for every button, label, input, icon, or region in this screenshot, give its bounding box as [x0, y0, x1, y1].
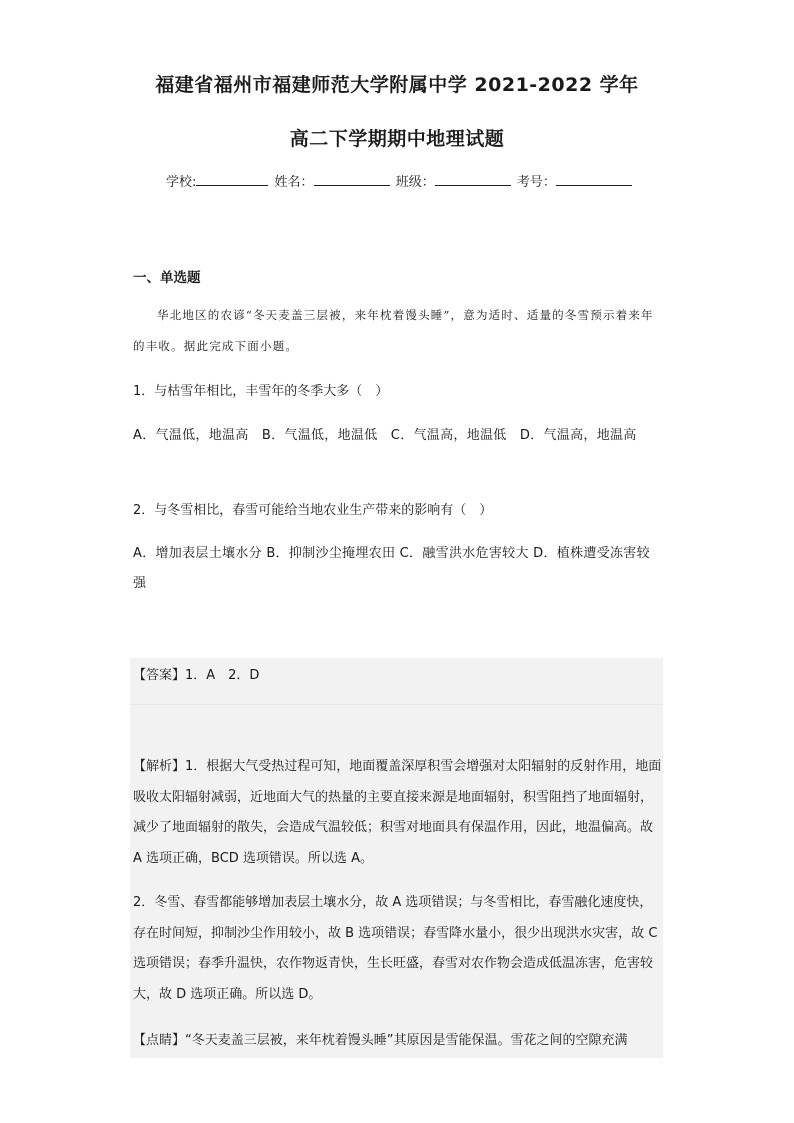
- analysis-part-1: 【解析】1．根据大气受热过程可知，地面覆盖深厚积雪会增强对太阳辐射的反射作用，地面吸收太阳辐射减弱，近地面大气的热量的主要直接来源是地面辐射，积雪阻挡了地面辐射，减少了地面辐射的散失，会造成气温较低；积雪对地面具有保温作用，因此，地温偏高。故 A 选项正确，BCD 选项错误。所以选 A。: [133, 759, 662, 866]
- title-line-1: 福建省福州市福建师范大学附属中学 2021-2022 学年: [155, 74, 639, 96]
- name-blank: [314, 171, 390, 186]
- student-info-row: [166, 171, 634, 190]
- question-1: 1．与枯雪年相比，丰雪年的冬季大多（ ）: [133, 384, 389, 399]
- school-blank: [196, 171, 268, 186]
- title-line-2: 高二下学期期中地理试题: [289, 128, 505, 150]
- question-2-options: A．增加表层土壤水分 B．抑制沙尘掩埋农田 C．融雪洪水危害较大 D．植株遭受冻害较强: [133, 546, 650, 591]
- analysis-part-2: 2．冬雪、春雪都能够增加表层土壤水分，故 A 选项错误；与冬雪相比，春雪融化速度快，存在时间短，抑制沙尘作用较小，故 B 选项错误；春雪降水量小，很少出现洪水灾害，故 C 选项错误；春季升温快，农作物返青快，生长旺盛，春雪对农作物会造成低温冻害，危害较大，故 D 选项正确。所以选 D。: [133, 895, 658, 1002]
- answer-line: 【答案】1．A 2．D: [133, 668, 260, 683]
- school-label: 学校:: [166, 175, 197, 190]
- question-2: 2．与冬雪相比，春雪可能给当地农业生产带来的影响有（ ）: [133, 503, 493, 518]
- answer-divider: [130, 704, 663, 705]
- section-heading: 一、单选题: [133, 270, 201, 286]
- name-label: 姓名：: [274, 175, 314, 190]
- class-label: 班级：: [395, 175, 435, 190]
- class-blank: [435, 171, 511, 186]
- comment-line: 【点睛】“冬天麦盖三层被，来年枕着馒头睡”其原因是雪能保温。雪花之间的空隙充满: [133, 1033, 628, 1048]
- number-label: 考号：: [516, 175, 556, 190]
- number-blank: [556, 171, 632, 186]
- question-1-options: A．气温低，地温高 B．气温低，地温低 C．气温高，地温低 D．气温高，地温高: [133, 428, 637, 443]
- question-stem: 华北地区的农谚“冬天麦盖三层被，来年枕着馒头睡”，意为适时、适量的冬雪预示着来年的丰收。据此完成下面小题。: [133, 308, 654, 353]
